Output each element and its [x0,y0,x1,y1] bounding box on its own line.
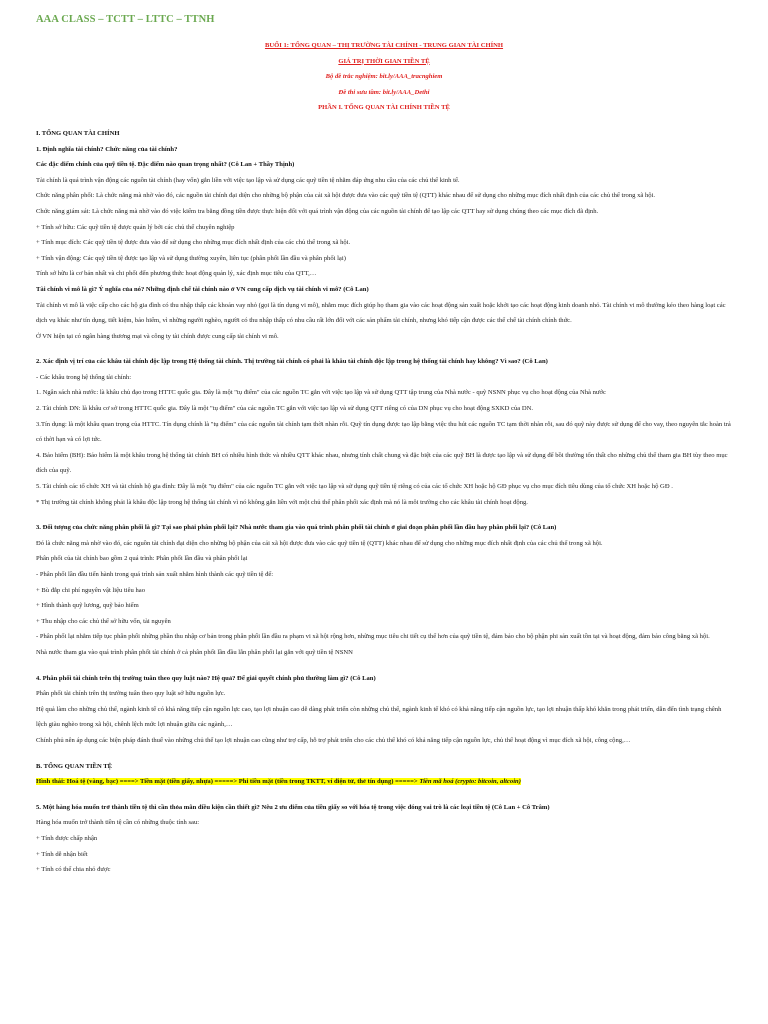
paragraph: + Tính mục đích: Các quỹ tiền tệ được đưa vào để sử dụng cho những mục đích nhất định của các chủ thể trong xã hội. [36,239,351,247]
paragraph: + Bù đắp chi phí nguyên vật liệu tiêu hao [36,586,146,594]
question-heading: 2. Xác định vị trí của các khâu tài chính độc lập trong Hệ thống tài chính. Thị trường tài chính có phải là khâu tài chính độc lập trong hệ thống tài chính hay không? Vì sao? (Cô Lan) [36,358,548,366]
paragraph: Phân phối của tài chính bao gồm 2 quá trình: Phân phối lần đầu và phân phối lại [36,555,248,563]
paragraph: + Tính vận động: Các quỹ tiền tệ được tạo lập và sử dụng thường xuyên, liên tục (phân phối lần đầu và phân phối lại) [36,254,346,262]
section-heading: I. TỔNG QUAN TÀI CHÍNH [36,129,120,137]
paragraph: + Tính được chấp nhận [36,834,98,842]
document-sections [36,126,732,878]
paragraph: Ở VN hiện tại có ngân hàng thương mại và công ty tài chính được cung cấp tài chính vi mô. [36,332,279,340]
spacer [36,749,732,759]
paragraph: + Tính có thể chia nhỏ được [36,866,111,874]
spacer [36,661,732,671]
paragraph: Phân phối tài chính trên thị trường tuân theo quy luật sở hữu nguồn lực. [36,690,226,698]
section-heading: B. TỔNG QUAN TIỀN TỆ [36,762,113,770]
document-body [36,38,732,878]
quiz-link-text: Bộ đề trắc nghiệm: bit.ly/AAA_tracnghiem [325,73,443,81]
paragraph: Tài chính vi mô là việc cấp cho các hộ gia đình có thu nhập thấp các khoản vay nhỏ (gọi là tín dụng vi mô), nhằm mục đích giúp họ tham gia vào các hoạt động sản xuất hoặc khởi tạo các hoạt động kinh doanh nhỏ. Tài chính vi mô thường kéo theo hàng loạt các dịch vụ khác như tín dụng, tiết kiệm, bảo hiểm, vì những người nghèo, người có thu nhập thấp có nhu cầu rất lớn đối với các sản phẩm tài chính, nhưng khó tiếp cận được các thể chế tài chính chính thức. [36,301,726,325]
paragraph: + Thu nhập cho các chủ thể sở hữu vốn, tài nguyên [36,617,171,625]
paragraph: Hàng hóa muốn trở thành tiền tệ cần có những thuộc tính sau: [36,819,200,827]
paragraph: - Các khâu trong hệ thống tài chính: [36,373,132,381]
question-heading: Các đặc điểm chính của quỹ tiền tệ. Đặc điểm nào quan trọng nhất? (Cô Lan + Thầy Thịnh) [36,161,295,169]
paragraph: 3.Tín dụng: là một khâu quan trọng của HTTC. Tín dụng chính là "tụ điểm" của các nguồn tài chính tạm thời nhàn rỗi. Quỹ tín dụng được tạo lập bằng việc thu hút các nguồn TC tạm thời nhàn rỗi, sau đó quỹ này được sử dụng để cho vay, theo nguyên tắc hoàn trả có thời hạn và có lợi tức. [36,420,731,444]
question-heading: 1. Định nghĩa tài chính? Chức năng của tài chính? [36,145,178,153]
paragraph: Tính sở hữu là cơ bản nhất và chi phối đến phương thức hoạt động quản lý, xác định mục tiêu của QTT,… [36,270,317,278]
paragraph: Nhà nước tham gia vào quá trình phân phối tài chính ở cả phân phối lần đầu lẫn phân phối lại gắn với quỹ tiền tệ NSNN [36,648,353,656]
paragraph: 2. Tài chính DN: là khâu cơ sở trong HTTC quốc gia. Đây là một "tụ điểm" của các nguồn TC gắn với việc tạo lập và sử dụng QTT riêng có của DN phục vụ cho hoạt động SXKD của DN. [36,405,533,413]
part-heading: PHẦN I. TỔNG QUAN TÀI CHÍNH TIỀN TỆ [318,104,450,112]
question-heading: 3. Đối tượng của chức năng phân phối là gì? Tại sao phải phân phối lại? Nhà nước tham gia vào quá trình phân phối tài chính ở giai đoạn phân phối lần đầu hay phân phối lại? (Cô Lan) [36,524,557,532]
paragraph: - Phân phối lại nhằm tiếp tục phân phối những phần thu nhập cơ bản trong phân phối lần đầu ra phạm vi xã hội rộng hơn, những mục tiêu chi tiết cụ thể hơn của quỹ tiền tệ, đảm bảo cho bộ phận phi sản xuất tồn tại và hoạt động, đảm bảo công bằng xã hội. [36,633,710,641]
paragraph: + Tính sở hữu: Các quỹ tiền tệ được quản lý bởi các chủ thể chuyên nghiệp [36,223,235,231]
spacer [36,790,732,800]
paragraph: 4. Bảo hiểm (BH): Bảo hiểm là một khâu trong hệ thống tài chính BH có nhiều hình thức và nhiều QTT khác nhau, nhưng tính chất chung và đặc biệt của các quỹ BH là được tạo lập và sử dụng để bồi thường tổn thất cho những chủ thể tham gia BH tùy theo mục đích của quỹ. [36,451,728,475]
paragraph: Hệ quả làm cho những chủ thể, ngành kinh tế có khả năng tiếp cận nguồn lực cao, tạo lợi nhuận cao dễ dàng phát triển còn những chủ thể, ngành kinh tế khó có khả năng tiếp cận nguồn lực, tạo lợi nhuận thấp khó khăn trong phát triển, dẫn đến tình trạng chênh lệch giàu nghèo trong xã hội, chênh lệch mức lợi nhuận giữa các ngành,… [36,705,722,729]
spacer [36,344,732,354]
question-heading: 4. Phân phối tài chính trên thị trường tuân theo quy luật nào? Hệ quả? Để giải quyết chính phủ thường làm gì? (Cô Lan) [36,674,376,682]
paragraph: Đó là chức năng mà nhờ vào đó, các nguồn tài chính đại diện cho những bộ phận của cải xã hội được đưa vào các quỹ tiền tệ (QTT) khác nhau để sử dụng cho những mục đích nhất định của các chủ thể trong xã hội. [36,539,603,547]
spacer [36,510,732,520]
paragraph: + Hình thành quỹ lương, quỹ bảo hiểm [36,602,139,610]
paragraph: 5. Tài chính các tổ chức XH và tài chính hộ gia đình: Đây là một "tụ điểm" của các nguồn TC gắn với việc tạo lập và sử dụng quỹ tiền tệ riêng có của các tổ chức XH hoặc hộ GĐ phục vụ cho mục đích tiêu dùng của tổ chức XH hoặc hộ GĐ . [36,483,673,491]
paragraph: 1. Ngân sách nhà nước: là khâu chủ đạo trong HTTC quốc gia. Đây là một "tụ điểm" của các nguồn TC gắn với việc tạo lập và sử dụng QTT tập trung của Nhà nước - quỹ NSNN phục vụ cho hoạt động của Nhà nước [36,389,606,397]
highlighted-forms-line [36,774,732,790]
highlight-text: Hình thái: Hoá tệ (vàng, bạc) ====> Tiền mặt (tiền giấy, nhựa) =====> Phi tiền mặt (tiền trong TKTT, ví điện tử, thẻ tín dụng) =====> Tiền mã hoá (crypto: bitcoin, altcoin) [36,778,521,786]
paragraph: + Tính dễ nhận biết [36,850,88,858]
paragraph: Tài chính là quá trình vận động các nguồn tài chính (hay vốn) gắn liền với việc tạo lập và sử dụng các quỹ tiền tệ nhằm đáp ứng nhu cầu của các chủ thể kinh tế. [36,176,460,184]
question-heading: 5. Một hàng hóa muốn trở thành tiền tệ thì cần thỏa mãn điều kiện cần thiết gì? Nêu 2 ưu điểm của tiền giấy so với hóa tệ trong việc đóng vai trò là các loại tiền tệ (Cô Lan + Cô Trâm) [36,803,550,811]
paragraph: Chức năng phân phối: Là chức năng mà nhờ vào đó, các nguồn tài chính đại diện cho những bộ phận của cải xã hội được đưa vào các quỹ tiền tệ (QTT) khác nhau để sử dụng cho những mục đích nhất định của các chủ thể trong xã hội. [36,192,656,200]
paragraph: Chính phủ nên áp dụng các biện pháp đánh thuế vào những chủ thể tạo lợi nhuận cao cũng như trợ cấp, hỗ trợ phát triển cho các chủ thể khó có khả năng tiếp cận nguồn lực, chủ thể hoạt động vì mục đích xã hội, công cộng,… [36,736,631,744]
doc-title: BUỔI 1: TỔNG QUAN – THỊ TRƯỜNG TÀI CHÍNH - TRUNG GIAN TÀI CHÍNH [264,42,504,49]
paragraph: * Thị trường tài chính không phải là khâu độc lập trong hệ thống tài chính vì nó không gắn liền với một chủ thể phân phối xác định mà nó là môi trường cho các khâu tài chính hoạt động. [36,498,528,506]
paragraph: Chức năng giám sát: Là chức năng mà nhờ vào đó việc kiểm tra bằng đồng tiền được thực hiện đối với quá trình vận động của các nguồn tài chính để tạo lập các QTT hay sử dụng chúng theo các mục đích đã định. [36,207,599,215]
highlight-tail: Tiền mã hoá (crypto: bitcoin, altcoin) [419,778,521,786]
question-heading: Tài chính vi mô là gì? Ý nghĩa của nó? Những định chế tài chính nào ở VN cung cấp dịch vụ tài chính vi mô? (Cô Lan) [36,285,369,293]
paragraph: - Phân phối lần đầu tiến hành trong quá trình sản xuất nhằm hình thành các quỹ tiền tệ để: [36,571,274,578]
header-tag: AAA CLASS – TCTT – LTTC – TTNH [36,14,215,25]
doc-subtitle: GIÁ TRỊ THỜI GIAN TIỀN TỆ [338,57,430,65]
exam-link-text: Đề thi sưu tầm: bit.ly/AAA_Dethi [338,88,430,96]
